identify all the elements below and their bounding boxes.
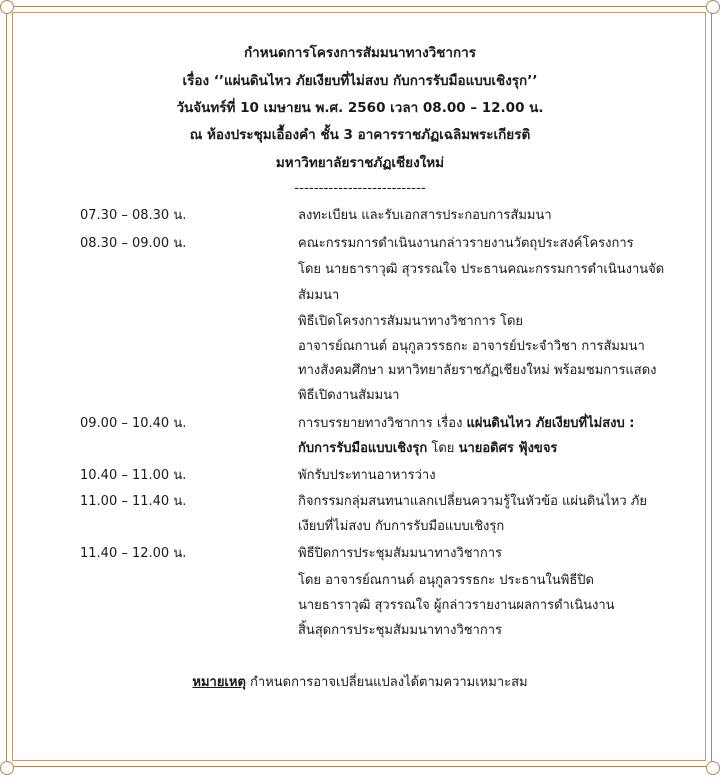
schedule-time-4: 10.40 – 11.00 น. bbox=[80, 468, 187, 483]
schedule-item-4-line-1: พักรับประทานอาหารว่าง bbox=[298, 468, 436, 483]
schedule-item-1-line-1: ลงทะเบียน และรับเอกสารประกอบการสัมมนา bbox=[298, 208, 552, 223]
schedule-item-2-line-2: โดย นายธาราวุฒิ สุวรรณใจ ประธานคณะกรรมการดำเนินงานจัด bbox=[298, 262, 665, 277]
schedule-item-6-line-1: พิธีปิดการประชุมสัมมนาทางวิชาการ bbox=[298, 546, 503, 561]
lecture-by: โดย bbox=[427, 441, 459, 456]
lecture-intro: การบรรยายทางวิชาการ เรื่อง bbox=[298, 416, 467, 431]
schedule-item-2-line-4: พิธีเปิดโครงการสัมมนาทางวิชาการ โดย bbox=[298, 314, 524, 329]
schedule-item-2-line-5: อาจารย์ณกานต์ อนุกูลวรรธกะ อาจารย์ประจำวิชา การสัมมนา bbox=[298, 339, 645, 354]
corner-ornament-top-left bbox=[0, 0, 14, 14]
footnote-text: กำหนดการอาจเปลี่ยนแปลงได้ตามความเหมาะสม bbox=[245, 675, 528, 690]
page-border-inner bbox=[12, 12, 706, 761]
corner-ornament-bottom-right bbox=[706, 761, 720, 775]
corner-ornament-top-right bbox=[706, 0, 720, 14]
schedule-item-3-line-2 bbox=[298, 442, 557, 455]
schedule-item-3-line-1 bbox=[298, 417, 634, 430]
lecture-speaker: นายอดิศร ฟุ้งขจร bbox=[458, 441, 558, 456]
document-venue: ณ ห้องประชุมเอื้องคำ ชั้น 3 อาคารราชภัฏเฉลิมพระเกียรติ bbox=[189, 127, 531, 143]
schedule-item-5-line-1: กิจกรรมกลุ่มสนทนาแลกเปลี่ยนความรู้ในหัวข้อ แผ่นดินไหว ภัย bbox=[298, 494, 647, 509]
schedule-item-6-line-4: สิ้นสุดการประชุมสัมมนาทางวิชาการ bbox=[298, 623, 503, 638]
schedule-time-2: 08.30 – 09.00 น. bbox=[80, 236, 187, 251]
schedule-time-3: 09.00 – 10.40 น. bbox=[80, 416, 187, 431]
document-university: มหาวิทยาลัยราชภัฏเชียงใหม่ bbox=[275, 155, 445, 171]
schedule-item-6-line-2: โดย อาจารย์ณกานต์ อนุกูลวรรธกะ ประธานในพิธีปิด bbox=[298, 573, 594, 588]
document-date: วันจันทร์ที่ 10 เมษายน พ.ศ. 2560 เวลา 08.00 – 12.00 น. bbox=[176, 100, 544, 116]
schedule-time-5: 11.00 – 11.40 น. bbox=[80, 494, 187, 509]
lecture-topic: แผ่นดินไหว ภัยเงียบที่ไม่สงบ : bbox=[466, 416, 635, 431]
schedule-item-2-line-6: ทางสังคมศึกษา มหาวิทยาลัยราชภัฏเชียงใหม่ พร้อมชมการแสดง bbox=[298, 363, 657, 378]
corner-ornament-bottom-left bbox=[0, 761, 14, 775]
footnote bbox=[0, 676, 720, 689]
schedule-item-2-line-1: คณะกรรมการดำเนินงานกล่าวรายงานวัตถุประสงค์โครงการ bbox=[298, 236, 634, 251]
lecture-topic-cont: กับการรับมือแบบเชิงรุก bbox=[298, 441, 428, 456]
schedule-item-2-line-7: พิธีเปิดงานสัมมนา bbox=[298, 388, 400, 403]
footnote-label: หมายเหตุ bbox=[192, 675, 246, 690]
document-title: กำหนดการโครงการสัมมนาทางวิชาการ bbox=[243, 45, 477, 61]
document-subject: เรื่อง ‘’แผ่นดินไหว ภัยเงียบที่ไม่สงบ กับการรับมือแบบเชิงรุก’’ bbox=[182, 73, 538, 89]
schedule-item-5-line-2: เงียบที่ไม่สงบ กับการรับมือแบบเชิงรุก bbox=[298, 519, 505, 534]
schedule-item-6-line-3: นายธาราวุฒิ สุวรรณใจ ผู้กล่าวรายงานผลการดำเนินงาน bbox=[298, 598, 615, 613]
header-divider: --------------------------- bbox=[294, 180, 426, 196]
schedule-item-2-line-3: สัมมนา bbox=[298, 288, 340, 303]
schedule-time-1: 07.30 – 08.30 น. bbox=[80, 208, 187, 223]
schedule-time-6: 11.40 – 12.00 น. bbox=[80, 546, 187, 561]
